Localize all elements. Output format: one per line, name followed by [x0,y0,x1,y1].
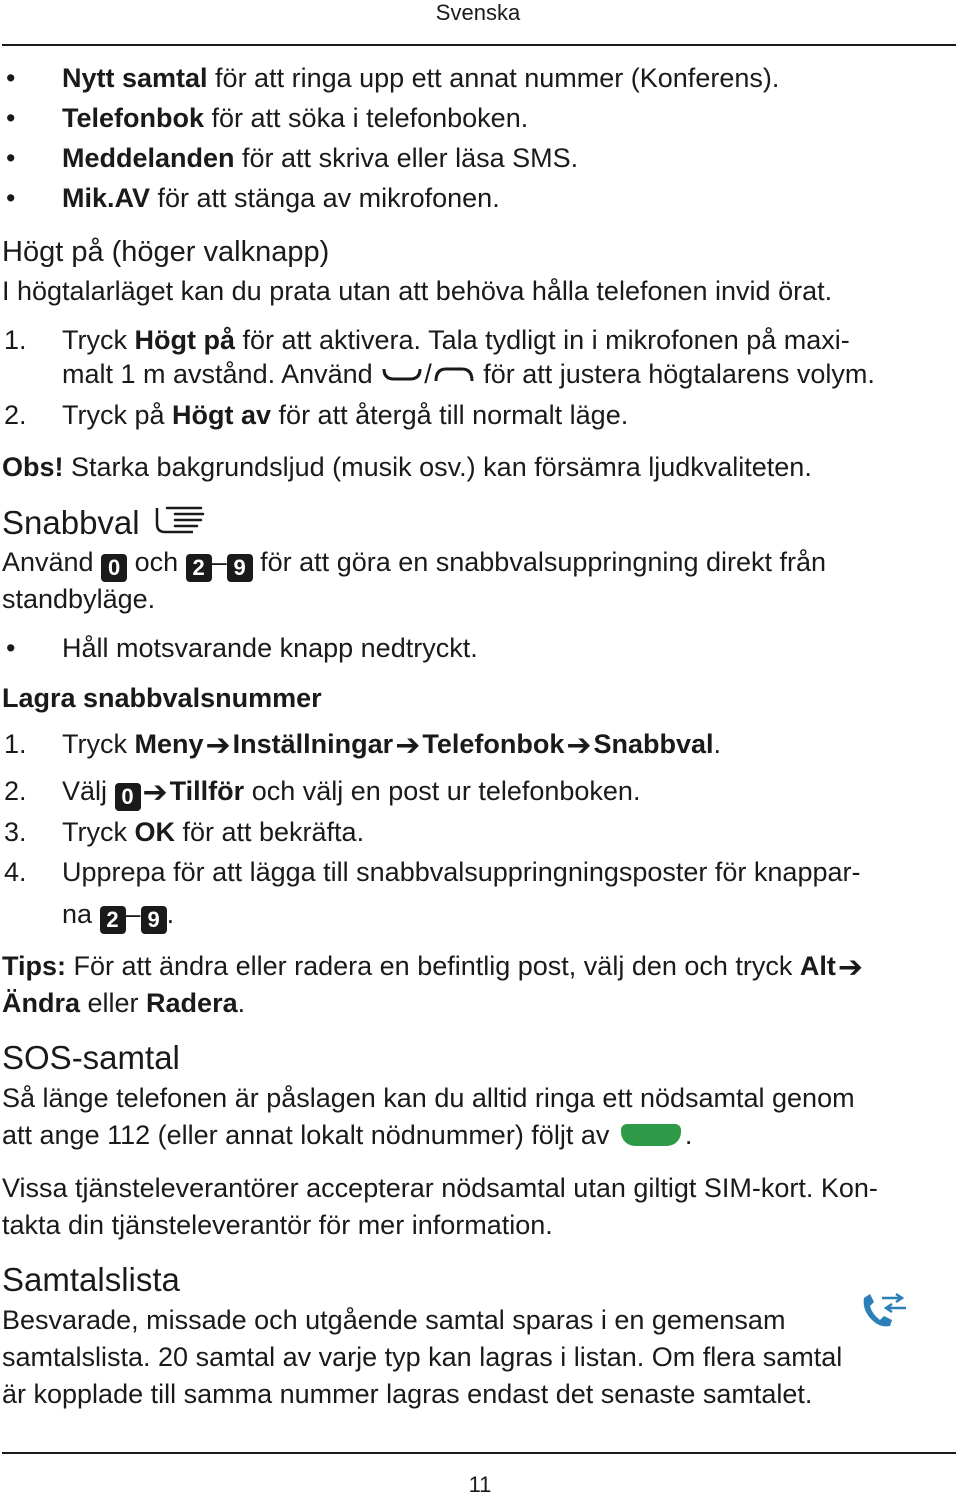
step-number: 2. [4,400,27,430]
page-header-language: Svenska [435,0,521,25]
text: . [237,988,246,1018]
ok-term: OK [134,817,175,847]
key-0: 0 [101,554,127,582]
text: för att återgå till normalt läge. [271,400,629,430]
bullet-dot: • [6,183,16,213]
alt-term: Alt [799,951,836,981]
term: Meddelanden [62,143,235,173]
description: för att ringa upp ett annat nummer (Konferens). [207,63,780,93]
speaker-intro: I högtalarläget kan du prata utan att behöva hålla telefonen invid örat. [2,276,833,306]
text: Besvarade, missade och utgående samtal sparas i en gemensam [2,1305,786,1335]
bullet-dot: • [6,143,16,173]
step-number: 1. [4,729,27,759]
text: malt 1 m avstånd. Använd [62,359,381,389]
text: . [713,729,722,759]
description: för att stänga av mikrofonen. [150,183,500,213]
description: för att söka i telefonboken. [204,103,529,133]
tip [2,948,865,986]
text: . [166,899,175,929]
calllog-heading: Samtalslista [2,1261,180,1298]
step-number: 1. [4,325,27,355]
store-speeddial-heading: Lagra snabbvalsnummer [2,683,322,713]
note-label: Obs! [2,452,64,482]
speaker-step-1-continued [62,356,875,392]
key-0: 0 [115,783,141,811]
volume-down-icon [380,363,424,385]
term: Mik.AV [62,183,151,213]
store-step-4-continued [62,896,174,934]
call-button-icon [621,1124,681,1146]
text: Tryck [62,729,135,759]
arrow-right-icon: ➔ [837,951,864,984]
settings-term: Inställningar [232,729,394,759]
speeddial-intro-continued: standbyläge. [2,584,156,614]
page-number: 11 [468,1472,492,1497]
term: Högt på [134,325,235,355]
heading-text: Snabbval [2,504,140,541]
call-log-icon [858,1290,910,1330]
tip-continued [2,985,245,1021]
key-9: 9 [227,554,253,582]
text: För att ändra eller radera en befintlig post, välj den och tryck [66,951,800,981]
arrow-right-icon: ➔ [395,729,421,762]
text: Tryck [62,817,135,847]
description: för att skriva eller läsa SMS. [234,143,579,173]
speed-dial-hand-icon [153,502,207,536]
speeddial-intro [2,544,826,582]
calllog-paragraph-line-3: är kopplade till samma nummer lagras endast det senaste samtalet. [2,1379,813,1409]
step-number: 4. [4,857,27,887]
arrow-right-icon: ➔ [142,776,168,809]
menu-term: Meny [134,729,204,759]
text: för att göra en snabbvalsuppringning direkt från [252,547,827,577]
dash: – [211,547,227,577]
sos-paragraph-2-continued: takta din tjänsteleverantör för mer information. [2,1210,553,1240]
speeddial-term: Snabbval [593,729,714,759]
description: Håll motsvarande knapp nedtryckt. [62,633,478,663]
arrow-right-icon: ➔ [205,729,231,762]
volume-up-icon [432,363,476,385]
bullet-dot: • [6,63,16,93]
note-text: Starka bakgrundsljud (musik osv.) kan försämra ljudkvaliteten. [63,452,812,482]
text: att ange 112 (eller annat lokalt nödnummer) följt av [2,1120,617,1150]
text: för att justera högtalarens volym. [475,359,875,389]
sos-paragraph-1-continued [2,1117,692,1153]
term: Nytt samtal [62,63,208,93]
step-number: 3. [4,817,27,847]
text: för att aktivera. Tala tydligt in i mikrofonen på maxi- [234,325,850,355]
key-9: 9 [141,906,167,934]
text: Använd [2,547,102,577]
term: Högt av [172,400,272,430]
key-2: 2 [100,906,126,934]
calllog-paragraph-line-2: samtalslista. 20 samtal av varje typ kan lagras i listan. Om flera samtal [2,1342,843,1372]
speaker-heading: Högt på (höger valknapp) [2,236,330,268]
sos-paragraph-2: Vissa tjänsteleverantörer accepterar nödsamtal utan giltigt SIM-kort. Kon- [2,1173,878,1203]
text: Tryck [62,325,135,355]
add-term: Tillför [169,776,245,806]
text: Tryck på [62,400,173,430]
header-rule [2,44,956,46]
text: Upprepa för att lägga till snabbvalsuppringningsposter för knappar- [62,857,861,887]
slash: / [424,359,432,389]
text: och välj en post ur telefonboken. [244,776,641,806]
arrow-right-icon: ➔ [566,729,592,762]
sos-paragraph-1: Så länge telefonen är påslagen kan du alltid ringa ett nödsamtal genom [2,1083,855,1113]
bullet-dot: • [6,103,16,133]
bullet-dot: • [6,633,16,663]
key-2: 2 [186,554,212,582]
footer-rule [2,1452,956,1454]
term: Telefonbok [62,103,205,133]
delete-term: Radera [146,988,238,1018]
speeddial-heading [2,502,207,543]
calllog-paragraph [2,1302,785,1338]
text: na [62,899,100,929]
speaker-note [2,449,812,485]
tip-label: Tips: [2,951,67,981]
text: för att bekräfta. [174,817,365,847]
text: Välj [62,776,115,806]
edit-term: Ändra [2,988,81,1018]
text: eller [80,988,147,1018]
sos-heading: SOS-samtal [2,1039,180,1076]
text: och [127,547,186,577]
text: . [684,1120,693,1150]
phonebook-term: Telefonbok [422,729,565,759]
dash: – [125,899,141,929]
step-number: 2. [4,776,27,806]
